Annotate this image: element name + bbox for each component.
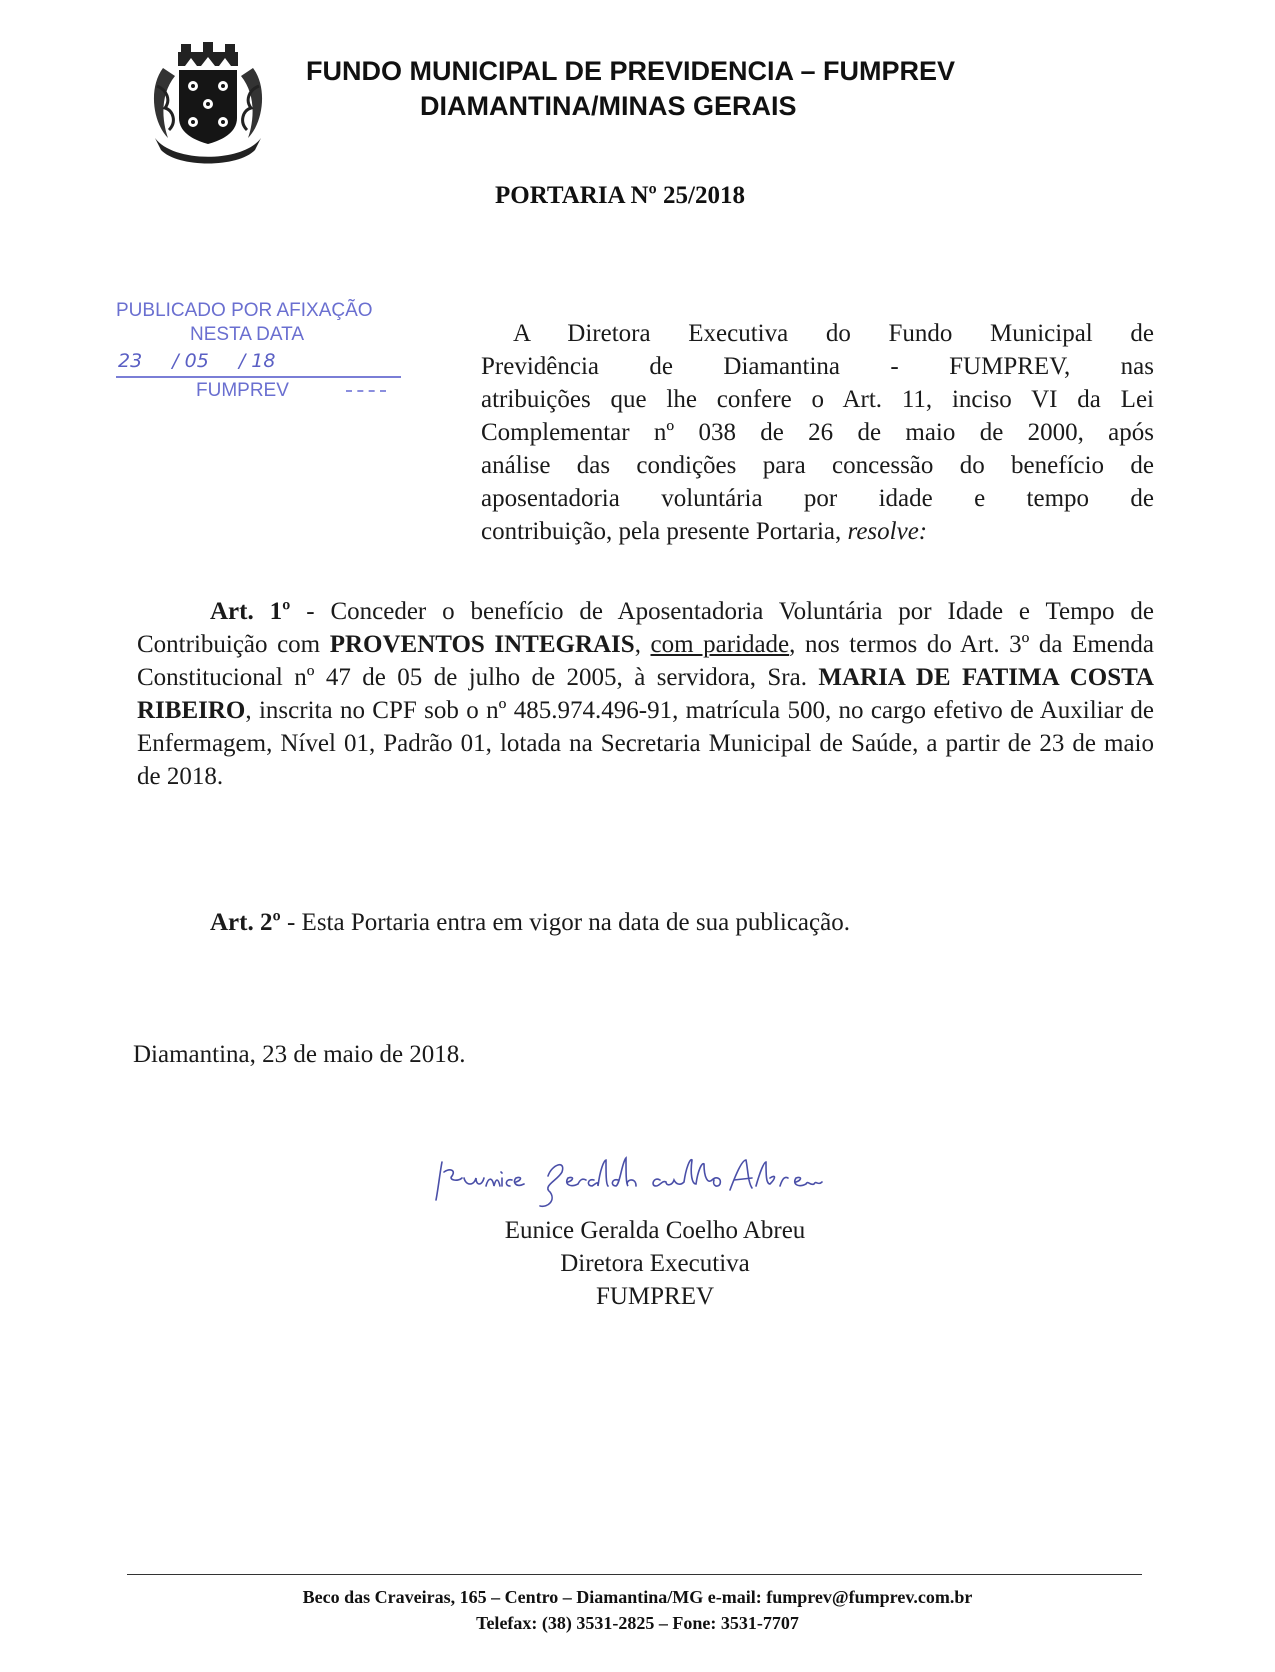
footer-phone: Telefax: (38) 3531-2825 – Fone: 3531-7707 xyxy=(476,1613,799,1633)
coat-of-arms-logo xyxy=(143,38,273,168)
intro-last-text: contribuição, pela presente Portaria, xyxy=(481,518,848,545)
signatory-org: FUMPREV xyxy=(595,1283,715,1310)
header-title: FUNDO MUNICIPAL DE PREVIDENCIA – FUMPREV xyxy=(306,56,956,86)
article-1-text: , xyxy=(634,631,651,658)
article-1-text: , inscrita no CPF sob o nº 485.974.496-91, matrícula 500, no cargo efetivo de Auxiliar de Enfermagem, Nível 01, Padrão 01, lotada na Secretaria Municipal de Saúde, a partir de 23 de maio de 2018. xyxy=(137,697,1154,790)
stamp-month: 05 xyxy=(184,350,209,372)
header-subtitle: DIAMANTINA/MINAS GERAIS xyxy=(420,91,797,121)
stamp-dash xyxy=(346,390,386,392)
intro-line: análise das condições para concessão do benefício de xyxy=(481,452,1154,479)
article-2-label: Art. 2º xyxy=(210,909,281,936)
article-1 xyxy=(137,595,1154,793)
intro-line: A Diretora Executiva do Fundo Municipal de xyxy=(513,320,1154,347)
handwritten-signature xyxy=(430,1150,900,1210)
stamp-rule xyxy=(116,376,401,378)
signature-block xyxy=(395,1214,915,1313)
stamp-org: FUMPREV xyxy=(196,380,289,401)
intro-last-line xyxy=(481,515,1154,548)
intro-line: atribuições que lhe confere o Art. 11, inciso VI da Lei xyxy=(481,386,1154,413)
stamp-date: 23 / 05 / 18 xyxy=(118,350,276,372)
intro-line: Previdência de Diamantina - FUMPREV, nas xyxy=(481,353,1154,380)
article-1-label: Art. 1º xyxy=(210,598,291,625)
article-2 xyxy=(210,908,850,938)
stamp-day: 23 xyxy=(118,350,143,372)
stamp-line-1: PUBLICADO POR AFIXAÇÃO xyxy=(116,300,373,321)
intro-line: Complementar nº 038 de 26 de maio de 2000, após xyxy=(481,419,1154,446)
document-title: PORTARIA Nº 25/2018 xyxy=(495,182,745,209)
intro-line: aposentadoria voluntária por idade e tempo de xyxy=(481,485,1154,512)
stamp-line-2: NESTA DATA xyxy=(190,324,305,345)
footer-divider xyxy=(127,1574,1142,1575)
article-2-text: - Esta Portaria entra em vigor na data de sua publicação. xyxy=(280,909,850,936)
article-1-text: - Conceder o benefício de Aposentadoria Voluntária por Idade e Tempo de Contribuição com xyxy=(137,598,1155,658)
beneficiary-name: MARIA DE FATIMA COSTA RIBEIRO xyxy=(137,664,1154,724)
signatory-role: Diretora Executiva xyxy=(560,1250,750,1277)
resolve-word: resolve: xyxy=(847,518,928,545)
footer-address: Beco das Craveiras, 165 – Centro – Diamantina/MG e-mail: fumprev@fumprev.com.br xyxy=(302,1587,973,1607)
publication-stamp xyxy=(108,300,428,420)
intro-paragraph xyxy=(481,317,1154,548)
signatory-name: Eunice Geralda Coelho Abreu xyxy=(504,1217,806,1244)
com-paridade: com paridade xyxy=(650,631,790,658)
stamp-year: 18 xyxy=(251,350,276,372)
date-line: Diamantina, 23 de maio de 2018. xyxy=(133,1041,466,1068)
article-1-text: , nos termos do Art. 3º da Emenda Constitucional nº 47 de 05 de julho de 2005, à servidora, Sra. xyxy=(137,631,1154,691)
proventos-integrais: PROVENTOS INTEGRAIS xyxy=(329,631,635,658)
